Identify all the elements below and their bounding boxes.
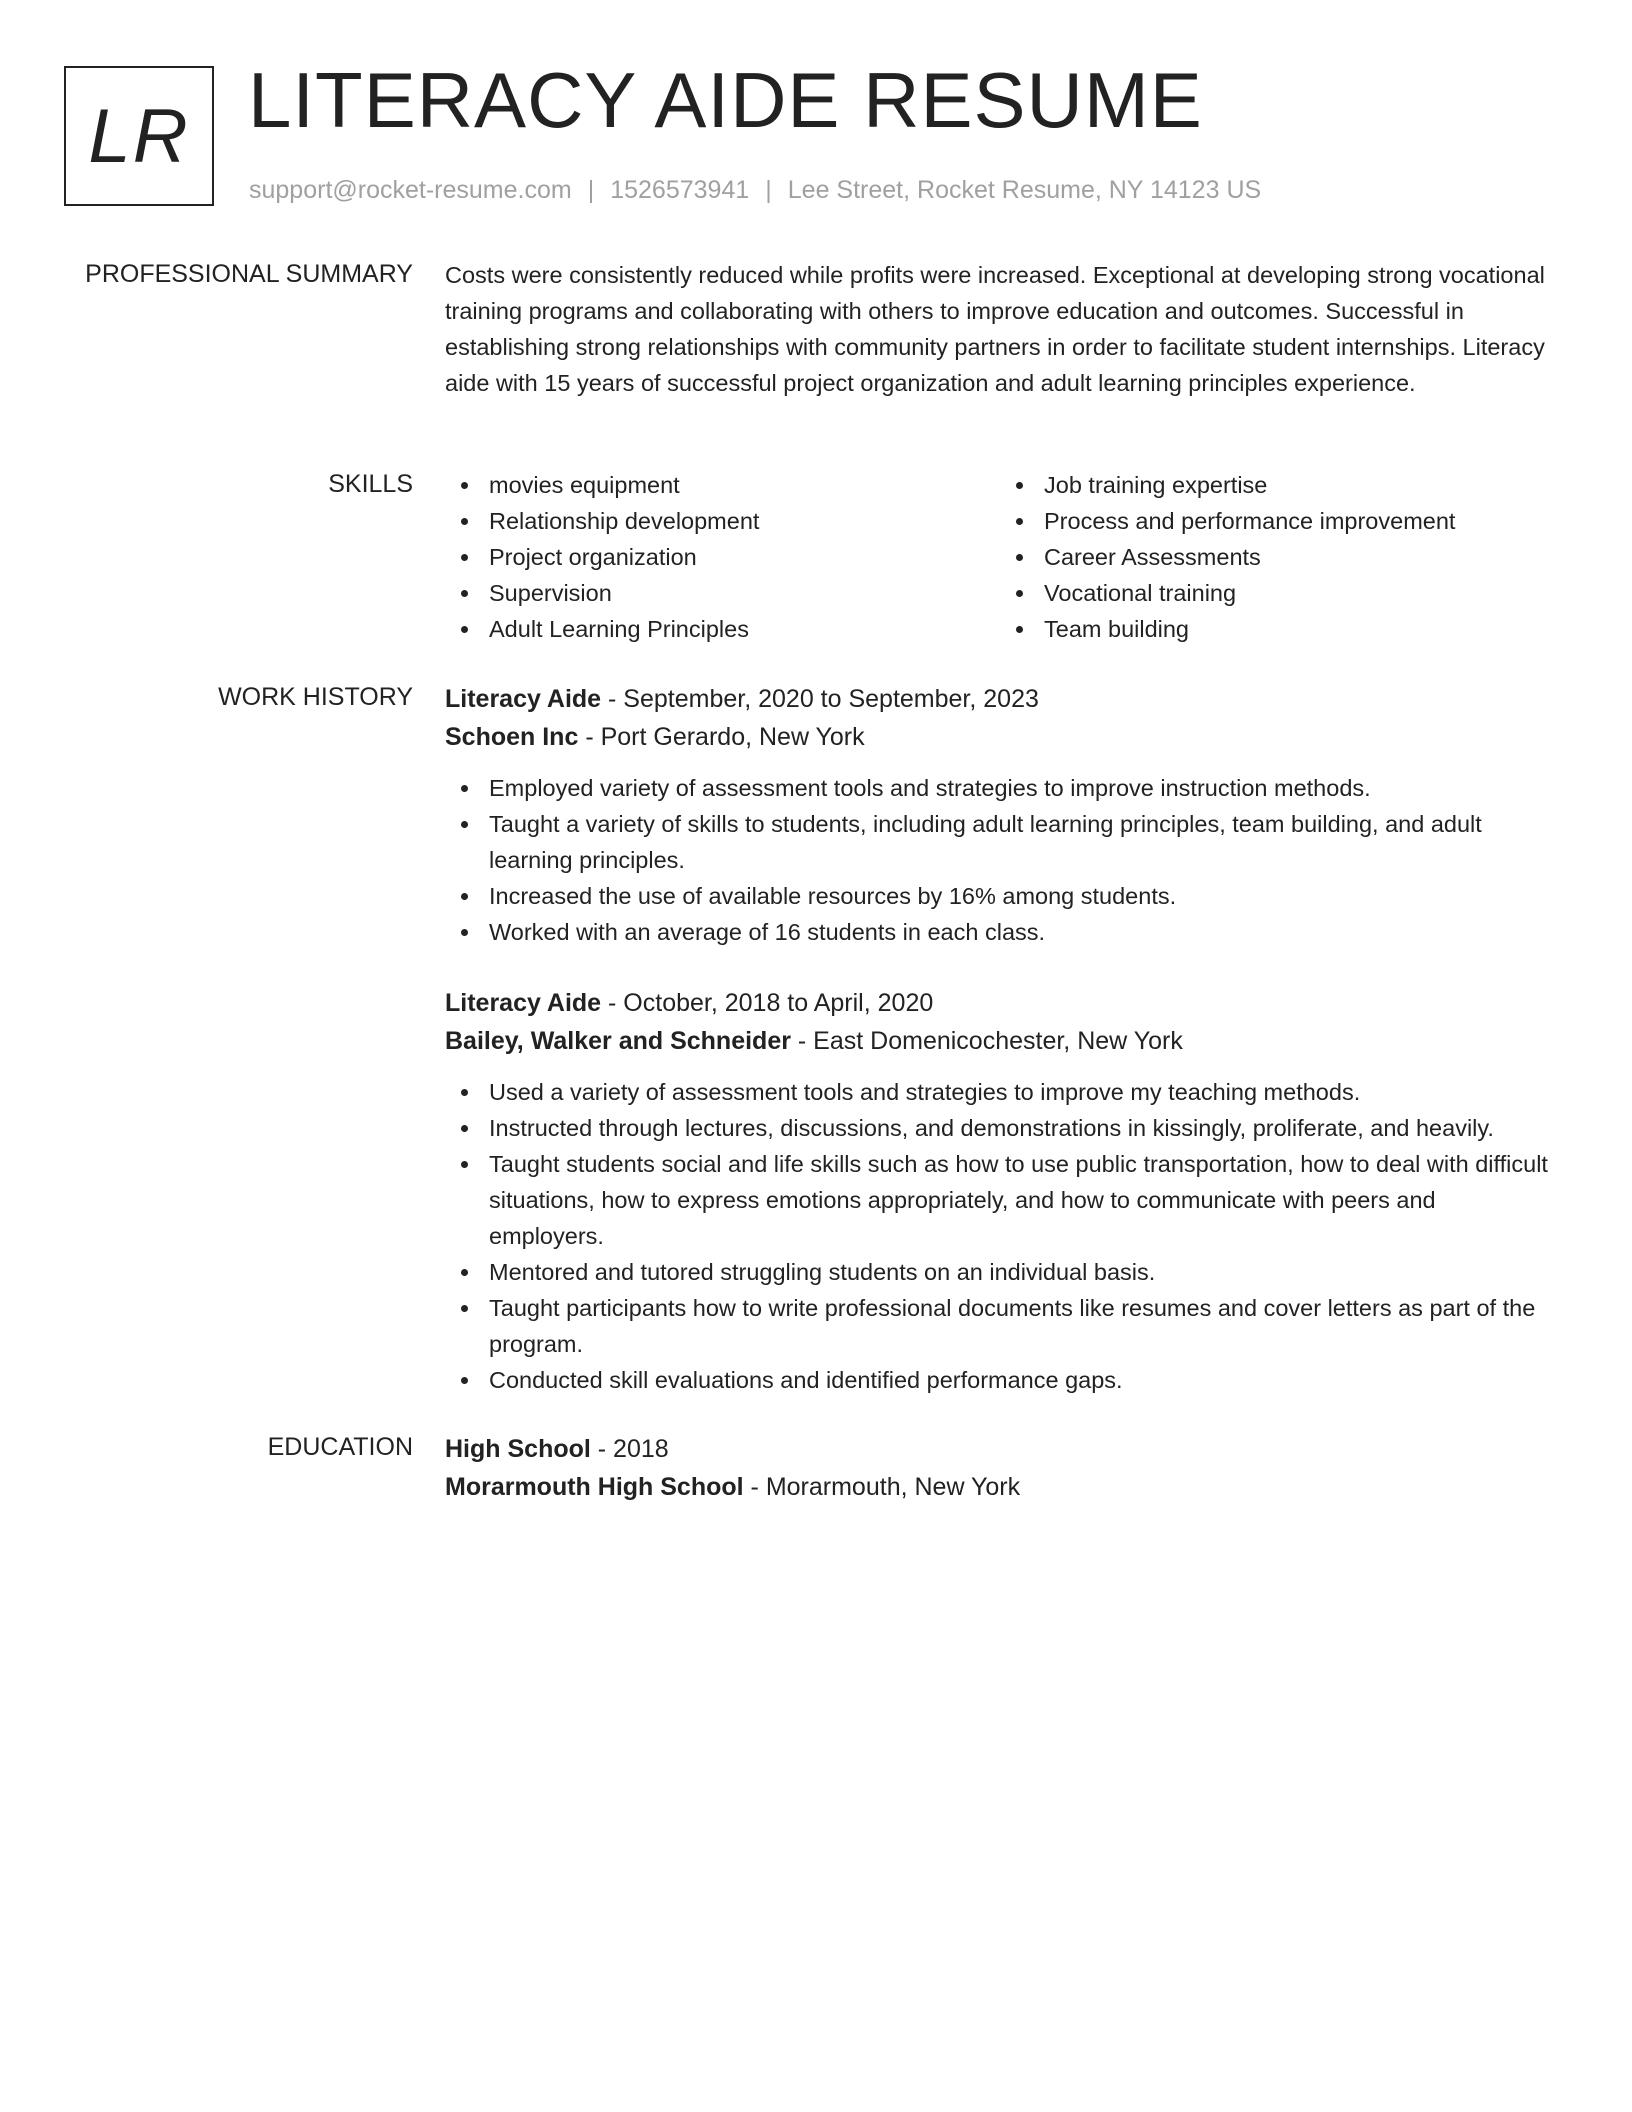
job-bullet: Mentored and tutored struggling students on an individual basis. [489,1254,1555,1290]
skill-item: Process and performance improvement [1044,503,1555,539]
skill-item: Project organization [489,539,1000,575]
contact-separator: | [587,176,595,204]
skills-grid [445,467,1555,647]
skill-item: Supervision [489,575,1000,611]
contact-separator: | [765,176,772,204]
education-heading: EDUCATION [267,1433,413,1461]
job-title: Literacy Aide [445,989,602,1017]
education-body [445,1430,1555,1506]
monogram-logo: LR [64,66,214,206]
skills-heading: SKILLS [328,470,413,498]
job-location: - Port Gerardo, New York [578,723,865,751]
education-location: - Morarmouth, New York [743,1473,1021,1501]
job-title-line [445,680,1555,718]
skill-item: Adult Learning Principles [489,611,1000,647]
education-degree-line [445,1430,1555,1468]
education-school: Morarmouth High School [445,1473,744,1501]
skill-item: Career Assessments [1044,539,1555,575]
job-bullet: Instructed through lectures, discussions, and demonstrations in kissingly, proliferate, and heavily. [489,1110,1555,1146]
summary-text: Costs were consistently reduced while profits were increased. Exceptional at developing strong vocational training programs and collaborating with others to improve education and outcomes. Successful in establishing strong relationships with community partners in order to facilitate student internships. Literacy aide with 15 years of successful project organization and adult learning principles experience. [445,262,1545,396]
job-bullet: Employed variety of assessment tools and strategies to improve instruction methods. [489,770,1555,806]
education-school-line [445,1468,1555,1506]
work-history-body [445,680,1555,1398]
summary-body [445,257,1555,401]
job-company-line [445,718,1555,756]
skill-item: movies equipment [489,467,1000,503]
work-history-heading: WORK HISTORY [218,683,413,711]
job-bullet: Taught students social and life skills such as how to use public transportation, how to deal with difficult situations, how to express emotions appropriately, and how to communicate with peers and employers. [489,1146,1555,1254]
skill-item: Team building [1044,611,1555,647]
summary-heading: PROFESSIONAL SUMMARY [85,260,413,288]
job-location: - East Domenicochester, New York [790,1027,1183,1055]
skill-item: Job training expertise [1044,467,1555,503]
contact-address: Lee Street, Rocket Resume, NY 14123 US [787,176,1262,204]
skill-item: Vocational training [1044,575,1555,611]
job-bullets [445,1074,1555,1398]
job-title: Literacy Aide [445,685,602,713]
contact-line [249,173,1261,207]
job-company: Schoen Inc [445,723,579,751]
resume-title: LITERACY AIDE RESUME [248,56,1203,144]
job-bullet: Taught a variety of skills to students, including adult learning principles, team building, and adult learning principles. [489,806,1555,878]
job-bullet: Worked with an average of 16 students in each class. [489,914,1555,950]
education-year: - 2018 [590,1435,669,1463]
skills-column-right [1000,467,1555,647]
job-bullet: Increased the use of available resources by 16% among students. [489,878,1555,914]
contact-phone: 1526573941 [610,176,750,204]
job-bullet: Used a variety of assessment tools and strategies to improve my teaching methods. [489,1074,1555,1110]
job-bullet: Conducted skill evaluations and identified performance gaps. [489,1362,1555,1398]
job-bullet: Taught participants how to write professional documents like resumes and cover letters as part of the program. [489,1290,1555,1362]
job-company: Bailey, Walker and Schneider [445,1027,791,1055]
job-dates: - September, 2020 to September, 2023 [601,685,1039,713]
job-dates: - October, 2018 to April, 2020 [601,989,934,1017]
job-bullets [445,770,1555,950]
skills-body [445,467,1555,647]
education-degree: High School [445,1435,591,1463]
skills-column-left [445,467,1000,647]
job-title-line [445,984,1555,1022]
job-entry [445,984,1555,1398]
skill-item: Relationship development [489,503,1000,539]
job-company-line [445,1022,1555,1060]
job-entry [445,680,1555,950]
contact-email: support@rocket-resume.com [249,176,572,204]
